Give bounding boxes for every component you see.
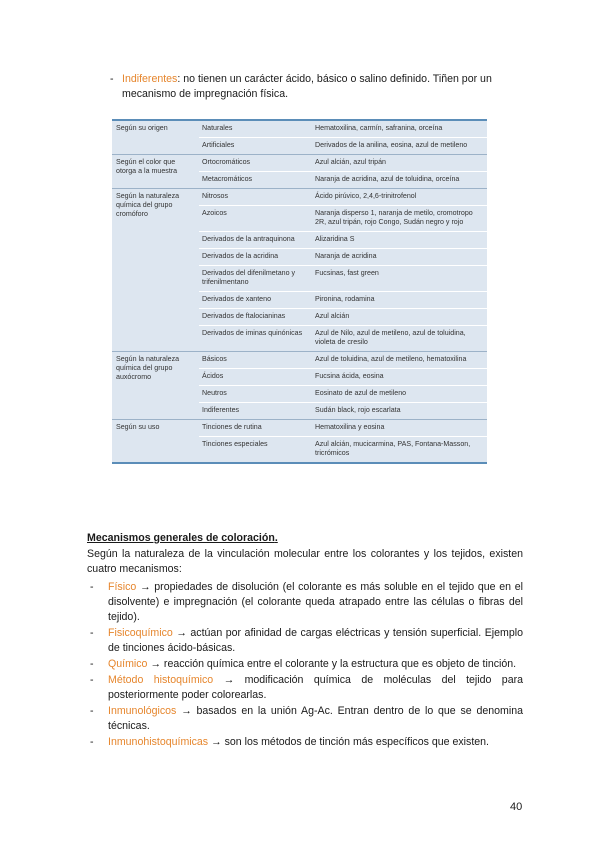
group-label: Según su origen: [116, 124, 168, 132]
intro-term: Indiferentes: [122, 73, 178, 85]
classification-table-body: [112, 121, 487, 462]
group-label: Según la naturaleza química del grupo auxócromo: [112, 352, 199, 420]
subtype-cell: Básicos: [199, 352, 312, 369]
examples-cell: Ácido pirúvico, 2,4,6-trinitrofenol: [312, 189, 487, 206]
examples-cell: Naranja de acridina: [312, 249, 487, 266]
group-label: Según la naturaleza química del grupo cromóforo: [112, 189, 199, 352]
mechanism-term: Fisicoquímico: [108, 627, 173, 639]
list-item: [90, 580, 523, 625]
examples-cell: Hematoxilina, carmín, safranina, orceína: [315, 124, 443, 132]
examples-cell: Fucsinas, fast green: [312, 266, 487, 292]
list-item: [90, 735, 523, 750]
mechanism-term: Químico: [108, 658, 148, 670]
subtype-cell: Nitrosos: [199, 189, 312, 206]
subtype-cell: Artificiales: [199, 138, 312, 155]
list-item: [90, 626, 523, 656]
intro-text: : no tienen un carácter ácido, básico o salino definido. Tiñen por un mecanismo de impregnación física.: [122, 73, 492, 100]
examples-cell: Alizaridina S: [312, 232, 487, 249]
examples-cell: Azul de toluidina, azul de metileno, hematoxilina: [312, 352, 487, 369]
stain-classification-table: [112, 119, 487, 464]
examples-cell: Azul alcián, mucicarmina, PAS, Fontana-Masson, tricrómicos: [312, 437, 487, 463]
subtype-cell: Tinciones de rutina: [199, 420, 312, 437]
examples-cell: Azul de Nilo, azul de metileno, azul de toluidina, violeta de cresilo: [312, 326, 487, 352]
table-row: [112, 189, 487, 206]
table-bottom-rule: [112, 462, 487, 464]
subtype-cell: Derivados de ftalocianinas: [199, 309, 312, 326]
list-dash: -: [90, 627, 94, 639]
group-label: Según su uso: [112, 420, 199, 463]
list-dash: -: [90, 674, 94, 686]
page-number: 40: [510, 801, 523, 813]
list-dash: -: [90, 705, 94, 717]
examples-cell: Naranja de acridina, azul de toluidina, orceína: [312, 172, 487, 189]
mechanism-description: → son los métodos de tinción más específicos que existen.: [208, 736, 489, 748]
subtype-cell: Derivados de iminas quinónicas: [199, 326, 312, 352]
list-dash: -: [90, 581, 94, 593]
section-intro: Según la naturaleza de la vinculación molecular entre los colorantes y los tejidos, existen cuatro mecanismos:: [87, 548, 523, 575]
list-item: [90, 704, 523, 734]
examples-cell: Hematoxilina y eosina: [312, 420, 487, 437]
mechanism-description: → basados en la unión Ag-Ac. Entran dentro de lo que se denomina técnicas.: [108, 705, 523, 732]
examples-cell: Eosinato de azul de metileno: [312, 386, 487, 403]
mechanism-description: → reacción química entre el colorante y la estructura que es objeto de tinción.: [147, 658, 517, 670]
subtype-cell: Metacromáticos: [199, 172, 312, 189]
table-row: [112, 352, 487, 369]
subtype-cell: Derivados de xanteno: [199, 292, 312, 309]
subtype-cell: Derivados de la antraquinona: [199, 232, 312, 249]
subtype-cell: Tinciones especiales: [199, 437, 312, 463]
intro-paragraph: [110, 72, 522, 102]
examples-cell: Sudán black, rojo escarlata: [312, 403, 487, 420]
mechanism-term: Método histoquímico: [108, 674, 214, 686]
mechanism-term: Inmunológicos: [108, 705, 177, 717]
examples-cell: Azul alcián, azul tripán: [312, 155, 487, 172]
list-dash: -: [110, 73, 114, 85]
examples-cell: Naranja disperso 1, naranja de metilo, cromotropo 2R, azul tripán, rojo Congo, Sudán negro y rojo: [312, 206, 487, 232]
mechanism-description: → propiedades de disolución (el colorante es más soluble en el tejido que en el disolvente) e impregnación (el colorante queda atrapado entre las células o fibras del tejido).: [108, 581, 523, 623]
subtype-cell: Naturales: [202, 124, 233, 132]
table-row: [112, 155, 487, 172]
section-title-period: .: [274, 532, 278, 544]
subtype-cell: Azoicos: [199, 206, 312, 232]
subtype-cell: Ácidos: [199, 369, 312, 386]
list-item: [90, 657, 523, 672]
subtype-cell: Ortocromáticos: [199, 155, 312, 172]
examples-cell: Derivados de la anilina, eosina, azul de metileno: [312, 138, 487, 155]
mechanisms-list: [90, 580, 524, 751]
examples-cell: Azul alcián: [312, 309, 487, 326]
examples-cell: Pironina, rodamina: [312, 292, 487, 309]
subtype-cell: Derivados de la acridina: [199, 249, 312, 266]
mechanism-term: Físico: [108, 581, 137, 593]
examples-cell: Fucsina ácida, eosina: [312, 369, 487, 386]
list-item: [90, 673, 524, 703]
section-title: [87, 532, 278, 544]
mechanism-description: → actúan por afinidad de cargas eléctricas y tensión superficial. Ejemplo de tinciones ácido-básicas.: [108, 627, 523, 654]
list-dash: -: [90, 736, 94, 748]
section-title-text: Mecanismos generales de coloración: [87, 532, 275, 544]
subtype-cell: Derivados del difenilmetano y trifenilmentano: [199, 266, 312, 292]
subtype-cell: Indiferentes: [199, 403, 312, 420]
list-dash: -: [90, 658, 94, 670]
mechanism-description: → modificación química de moléculas del tejido para posteriormente poder colorearlas.: [108, 674, 524, 701]
table-row: [112, 420, 487, 437]
subtype-cell: Neutros: [199, 386, 312, 403]
group-label: Según el color que otorga a la muestra: [112, 155, 199, 189]
mechanism-term: Inmunohistoquímicas: [108, 736, 209, 748]
table-row: [112, 121, 487, 138]
